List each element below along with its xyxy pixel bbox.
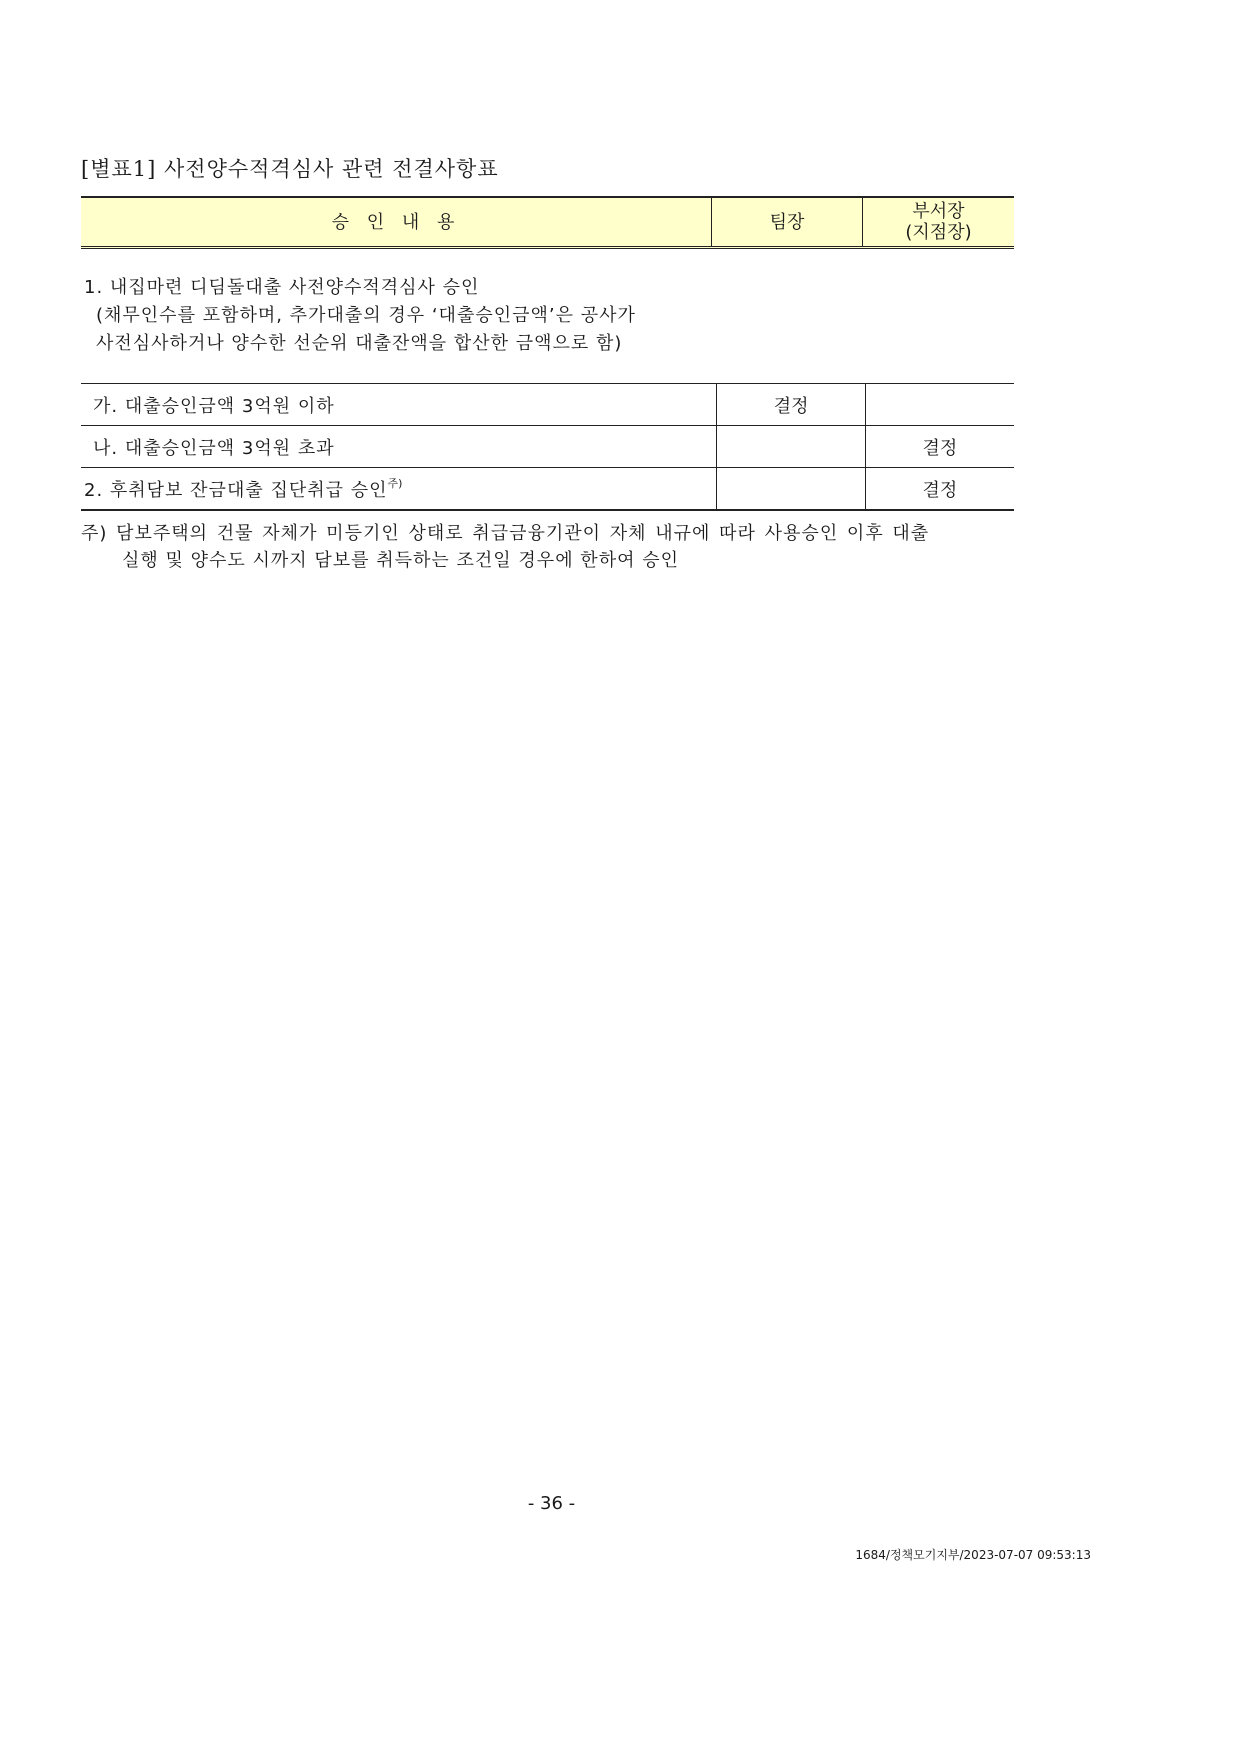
section-1	[84, 274, 636, 358]
table-row	[81, 384, 1014, 426]
team-leader-cell	[717, 426, 865, 468]
dept-head-cell: 결정	[865, 468, 1014, 511]
table-title: [별표1] 사전양수적격심사 관련 전결사항표	[81, 157, 499, 181]
table-row	[81, 426, 1014, 468]
branch-head-label: (지점장)	[905, 222, 972, 243]
page-number: - 36 -	[527, 1493, 576, 1514]
section-1-note-line-1: (채무인수를 포함하며, 추가대출의 경우 ‘대출승인금액’은 공사가	[96, 305, 636, 326]
dept-head-cell	[865, 384, 1014, 426]
dept-head-cell: 결정	[865, 426, 1014, 468]
footnote-line-1: 주) 담보주택의 건물 자체가 미등기인 상태로 취급금융기관이 자체 내규에 따라 사용승인 이후 대출	[81, 523, 930, 544]
team-leader-column-header: 팀장	[712, 197, 863, 248]
row-label	[81, 468, 717, 511]
dept-head-column-header	[863, 197, 1015, 248]
approval-table-header	[81, 196, 1014, 249]
section-1-note-line-2: 사전심사하거나 양수한 선순위 대출잔액을 합산한 금액으로 함)	[96, 333, 623, 354]
table-row	[81, 468, 1014, 511]
team-leader-cell: 결정	[717, 384, 865, 426]
content-column-header: 승 인 내 용	[331, 211, 461, 233]
row-label-text: 2. 후취담보 잔금대출 집단취급 승인	[84, 479, 388, 501]
footnote-line-2: 실행 및 양수도 시까지 담보를 취득하는 조건일 경우에 한하여 승인	[122, 550, 679, 571]
team-leader-cell	[717, 468, 865, 511]
dept-head-label: 부서장	[912, 201, 965, 222]
header-row	[81, 197, 1014, 248]
row-label: 나. 대출승인금액 3억원 초과	[81, 426, 717, 468]
section-1-heading: 1. 내집마련 디딤돌대출 사전양수적격심사 승인	[84, 277, 480, 298]
footnote	[81, 520, 1014, 574]
print-stamp: 1684/정책모기지부/2023-07-07 09:53:13	[855, 1548, 1091, 1562]
row-label: 가. 대출승인금액 3억원 이하	[93, 395, 335, 417]
approval-table-body	[81, 383, 1014, 511]
footnote-marker: 주)	[387, 476, 403, 490]
